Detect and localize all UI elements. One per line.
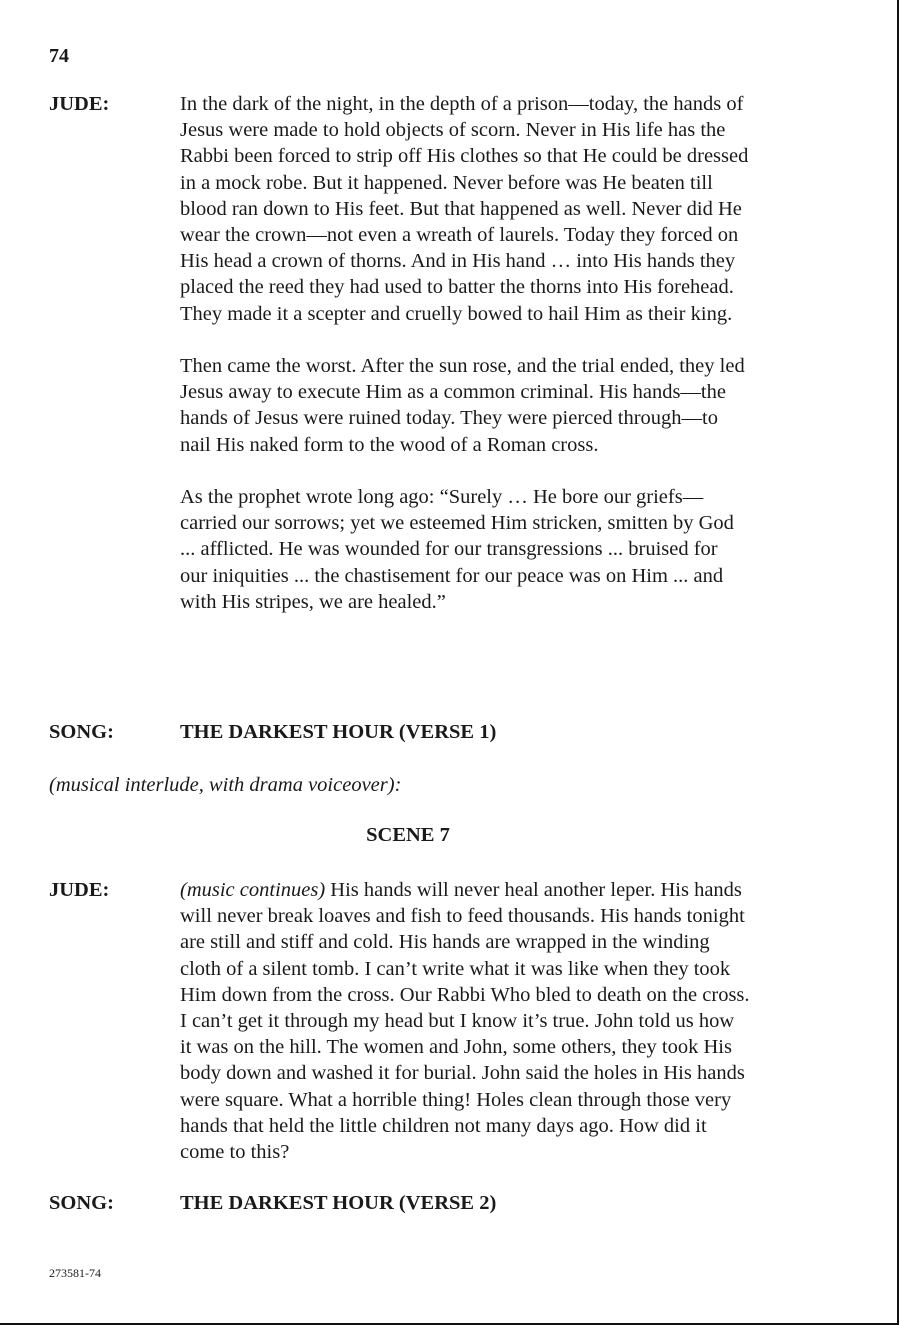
dialogue-text: [180, 91, 750, 615]
speaker-label: JUDE:: [49, 93, 110, 115]
song-title: THE DARKEST HOUR (VERSE 2): [180, 1192, 497, 1214]
paragraph: Then came the worst. After the sun rose, and the trial ended, they led Jesus away to execute Him as a common criminal. His hands—the hands of Jesus were ruined today. They were pierced through—to nail His naked form to the wood of a Roman cross.: [180, 355, 745, 456]
dialogue-text: [180, 877, 750, 1165]
paragraph: [180, 877, 750, 1165]
scene-heading: SCENE 7: [366, 824, 450, 846]
paragraph-text: His hands will never heal another leper. His hands will never break loaves and fish to feed thousands. His hands tonight are still and stiff and cold. His hands are wrapped in the winding cloth of a silent tomb. I can’t write what it was like when they took Him down from the cross. Our Rabbi Who bled to death on the cross. I can’t get it through my head but I know it’s true. John told us how it was on the hill. The women and John, some others, they took His body down and washed it for burial. John said the holes in His hands were square. What a horrible thing! Holes clean through those very hands that held the little children not many days ago. How did it come to this?: [180, 879, 750, 1164]
song-title: THE DARKEST HOUR (VERSE 1): [180, 721, 497, 743]
song-label: SONG:: [49, 1192, 114, 1214]
stage-direction: (musical interlude, with drama voiceover):: [49, 774, 402, 796]
footer-code: 273581-74: [49, 1266, 101, 1280]
page-number: 74: [49, 45, 69, 67]
song-label: SONG:: [49, 721, 114, 743]
inline-stage-direction: (music continues): [180, 879, 326, 901]
speaker-label: JUDE:: [49, 879, 110, 901]
paragraph: As the prophet wrote long ago: “Surely … He bore our griefs—carried our sorrows; yet we esteemed Him stricken, smitten by God ... afflicted. He was wounded for our transgressions ... bruised for our iniquities ... the chastisement for our peace was on Him ... and with His stripes, we are healed.”: [180, 486, 734, 613]
paragraph: In the dark of the night, in the depth of a prison—today, the hands of Jesus were made to hold objects of scorn. Never in His life has the Rabbi been forced to strip off His clothes so that He could be dressed in a mock robe. But it happened. Never before was He beaten till blood ran down to His feet. But that happened as well. Never did He wear the crown—not even a wreath of laurels. Today they forced on His head a crown of thorns. And in His hand … into His hands they placed the reed they had used to batter the thorns into His forehead. They made it a scepter and cruelly bowed to hail Him as their king.: [180, 93, 749, 325]
